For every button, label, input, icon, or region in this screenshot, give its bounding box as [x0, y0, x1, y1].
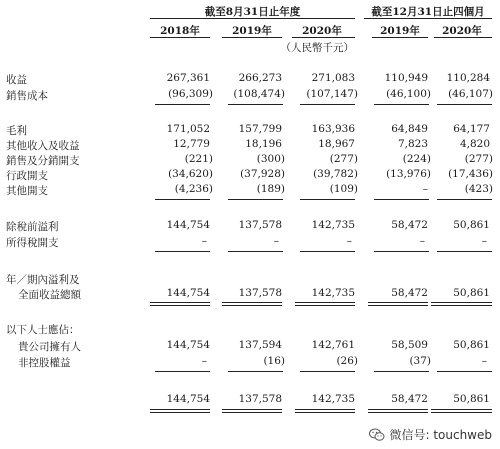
cell-value: (37,928)	[240, 168, 285, 180]
cell-value: (221)	[184, 153, 213, 165]
cell-value: –	[201, 235, 207, 247]
cell-value: –	[419, 235, 425, 247]
cell-value: 12,779	[173, 138, 210, 150]
row-label-cost-of-sales: 銷售成本	[6, 90, 48, 102]
cell-value: 144,754	[166, 393, 210, 405]
column-header-2018: 2018年	[160, 25, 200, 37]
cell-value: (34,620)	[168, 168, 213, 180]
row-label-profit-before-tax: 除稅前溢利	[6, 221, 59, 233]
cell-value: 144,754	[166, 287, 210, 299]
cell-value: (277)	[464, 153, 493, 165]
total-double-rule	[222, 302, 282, 306]
cell-value: 50,861	[453, 339, 490, 351]
row-label-income-tax: 所得稅開支	[6, 237, 59, 249]
cell-value: –	[273, 235, 279, 247]
cell-value: 142,761	[311, 339, 355, 351]
group1-underline	[150, 18, 355, 19]
cell-value: (26)	[336, 355, 358, 367]
cell-value: 137,594	[238, 339, 282, 351]
subtotal-rule	[155, 199, 210, 200]
cell-value: 171,052	[166, 123, 210, 135]
cell-value: –	[481, 235, 487, 247]
subtotal-rule	[300, 251, 355, 252]
col3-underline	[292, 37, 355, 38]
cell-value: (300)	[256, 153, 285, 165]
cell-value: –	[422, 183, 428, 195]
cell-value: 137,578	[238, 287, 282, 299]
col5-underline	[434, 37, 492, 38]
cell-value: –	[481, 355, 487, 367]
cell-value: 4,820	[459, 138, 490, 150]
subtotal-rule	[437, 371, 492, 372]
col4-underline	[372, 37, 428, 38]
cell-value: 110,949	[384, 72, 428, 84]
cell-value: 58,472	[391, 287, 428, 299]
cell-value: 142,735	[311, 393, 355, 405]
cell-value: (13,976)	[386, 168, 431, 180]
cell-value: (37)	[409, 355, 431, 367]
cell-value: (108,474)	[233, 88, 285, 100]
cell-value: (109)	[329, 183, 358, 195]
subtotal-rule	[155, 371, 210, 372]
row-label-attributable-to: 以下人士應佔：	[6, 324, 80, 336]
row-label-selling-expenses: 銷售及分銷開支	[6, 155, 80, 167]
subtotal-rule	[300, 104, 355, 105]
subtotal-rule	[228, 371, 283, 372]
cell-value: (277)	[329, 153, 358, 165]
group-header-four-months: 截至12月31日止四個月	[371, 6, 485, 18]
subtotal-rule	[155, 251, 210, 252]
row-label-total-comprehensive-income: 全面收益總額	[18, 289, 81, 301]
cell-value: –	[346, 235, 352, 247]
row-label-other-income: 其他收入及收益	[6, 140, 80, 152]
cell-value: 266,273	[238, 72, 282, 84]
total-double-rule	[368, 409, 428, 413]
group-header-fiscal-year: 截至8月31日止年度	[204, 6, 301, 18]
total-double-rule	[431, 302, 492, 306]
cell-value: 58,472	[391, 219, 428, 231]
cell-value: 137,578	[238, 219, 282, 231]
cell-value: 50,861	[453, 287, 490, 299]
row-label-owners-of-company: 貴公司擁有人	[18, 341, 81, 353]
total-double-rule	[150, 409, 210, 413]
watermark	[369, 426, 492, 443]
cell-value: (17,436)	[448, 168, 493, 180]
subtotal-rule	[374, 371, 429, 372]
subtotal-rule	[374, 199, 429, 200]
watermark-text: 微信号: touchweb	[389, 428, 492, 442]
subtotal-rule	[300, 199, 355, 200]
row-label-revenue: 收益	[6, 74, 27, 86]
cell-value: (46,107)	[448, 88, 493, 100]
group2-underline	[364, 18, 492, 19]
cell-value: 18,967	[318, 138, 355, 150]
subtotal-rule	[300, 371, 355, 372]
cell-value: 137,578	[238, 393, 282, 405]
cell-value: 142,735	[311, 287, 355, 299]
cell-value: 142,735	[311, 219, 355, 231]
total-double-rule	[368, 302, 428, 306]
cell-value: (189)	[256, 183, 285, 195]
column-header-2020: 2020年	[302, 25, 342, 37]
subtotal-rule	[155, 104, 210, 105]
row-label-profit-for-period: 年／期內溢利及	[6, 274, 80, 286]
col1-underline	[150, 37, 210, 38]
row-label-gross-profit: 毛利	[6, 125, 27, 137]
column-header-2019-4m: 2019年	[380, 25, 420, 37]
subtotal-rule	[228, 251, 283, 252]
cell-value: (224)	[402, 153, 431, 165]
cell-value: (46,100)	[386, 88, 431, 100]
cell-value: 58,472	[391, 393, 428, 405]
total-double-rule	[222, 409, 282, 413]
subtotal-rule	[228, 199, 283, 200]
row-label-non-controlling-interests: 非控股權益	[18, 357, 71, 369]
column-header-2020-4m: 2020年	[442, 25, 482, 37]
cell-value: 64,177	[453, 123, 490, 135]
cell-value: (39,782)	[313, 168, 358, 180]
cell-value: –	[201, 355, 207, 367]
subtotal-rule	[374, 251, 429, 252]
subtotal-rule	[374, 104, 429, 105]
wechat-icon	[369, 428, 385, 442]
cell-value: 267,361	[166, 72, 210, 84]
subtotal-rule	[437, 251, 492, 252]
total-double-rule	[150, 302, 210, 306]
cell-value: 50,861	[453, 393, 490, 405]
cell-value: 144,754	[166, 219, 210, 231]
column-header-2019: 2019年	[232, 25, 272, 37]
total-double-rule	[295, 409, 355, 413]
subtotal-rule	[437, 199, 492, 200]
cell-value: 110,284	[446, 72, 490, 84]
cell-value: 50,861	[453, 219, 490, 231]
cell-value: (107,147)	[306, 88, 358, 100]
total-double-rule	[431, 409, 492, 413]
row-label-other-expenses: 其他開支	[6, 185, 48, 197]
subtotal-rule	[437, 104, 492, 105]
cell-value: 271,083	[311, 72, 355, 84]
total-double-rule	[295, 302, 355, 306]
cell-value: 163,936	[311, 123, 355, 135]
cell-value: 58,509	[391, 339, 428, 351]
cell-value: (16)	[263, 355, 285, 367]
cell-value: (423)	[464, 183, 493, 195]
col2-underline	[222, 37, 282, 38]
cell-value: 18,196	[245, 138, 282, 150]
cell-value: 157,799	[238, 123, 282, 135]
row-label-admin-expenses: 行政開支	[6, 170, 48, 182]
subtotal-rule	[228, 104, 283, 105]
cell-value: (96,309)	[168, 88, 213, 100]
currency-unit: （人民幣千元）	[280, 42, 354, 54]
cell-value: 7,823	[397, 138, 428, 150]
cell-value: (4,236)	[174, 183, 213, 195]
cell-value: 64,849	[391, 123, 428, 135]
cell-value: 144,754	[166, 339, 210, 351]
